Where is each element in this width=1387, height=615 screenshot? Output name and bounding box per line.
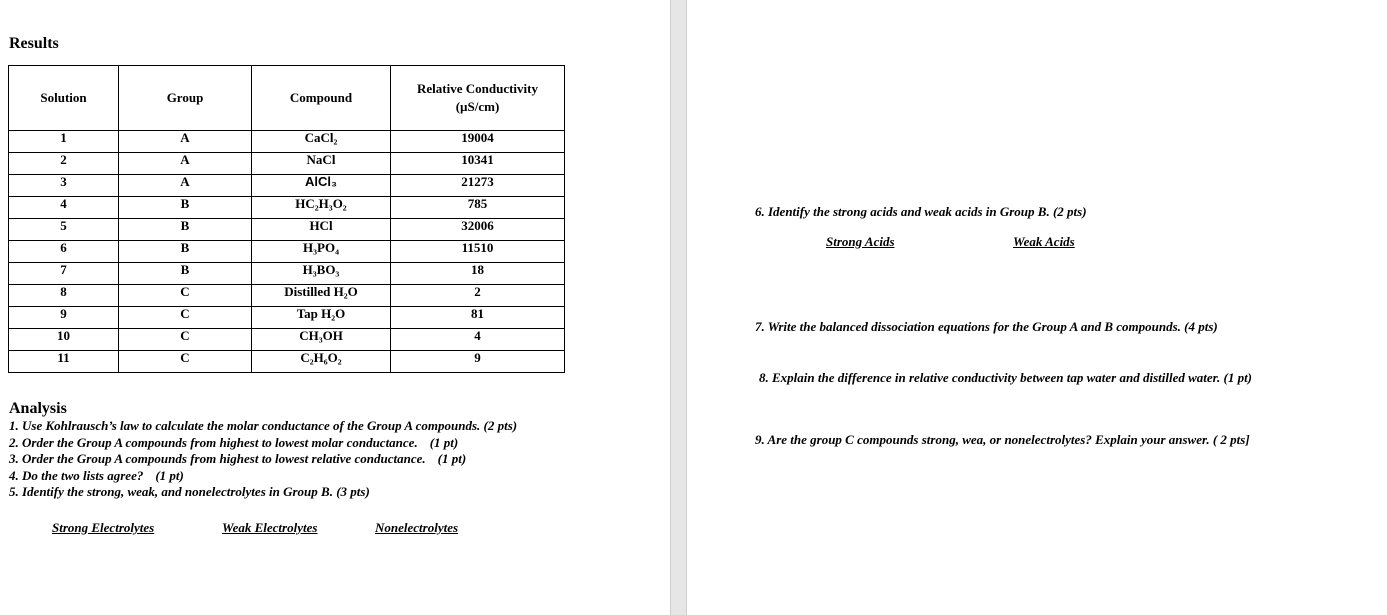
cell-compound: Distilled H₂O xyxy=(252,285,391,307)
cell-conductivity: 19004 xyxy=(391,131,565,153)
cell-solution: 2 xyxy=(9,153,119,175)
weak-acids-label: Weak Acids xyxy=(1013,234,1075,249)
cell-compound: Tap H₂O xyxy=(252,307,391,329)
strong-acids-label: Strong Acids xyxy=(826,234,895,249)
question-1: 1. Use Kohlrausch’s law to calculate the molar conductance of the Group A compounds. (2 pts) xyxy=(9,418,518,433)
cell-solution: 7 xyxy=(9,263,119,285)
table-row xyxy=(9,175,565,197)
question-3 xyxy=(9,451,517,468)
cell-conductivity: 4 xyxy=(391,329,565,351)
cell-group: C xyxy=(119,351,252,373)
analysis-heading: Analysis xyxy=(9,400,67,417)
cell-compound: AlCl₃ xyxy=(252,175,391,197)
table-row xyxy=(9,307,565,329)
cell-conductivity: 21273 xyxy=(391,175,565,197)
question-4-points: (1 pt) xyxy=(155,467,184,483)
question-9: 9. Are the group C compounds strong, wea, or nonelectrolytes? Explain your answer. ( 2 pts] xyxy=(755,432,1250,447)
table-row xyxy=(9,285,565,307)
question-8: 8. Explain the difference in relative conductivity between tap water and distilled water. (1 pt) xyxy=(759,370,1253,385)
cell-solution: 10 xyxy=(9,329,119,351)
question-4-text: 4. Do the two lists agree? xyxy=(9,467,144,483)
cell-compound: HCl xyxy=(252,219,391,241)
cell-conductivity: 9 xyxy=(391,351,565,373)
table-row xyxy=(9,131,565,153)
cell-group: B xyxy=(119,197,252,219)
cell-conductivity: 81 xyxy=(391,307,565,329)
cell-group: A xyxy=(119,153,252,175)
header-group: Group xyxy=(119,66,252,131)
cell-group: A xyxy=(119,175,252,197)
cell-group: B xyxy=(119,219,252,241)
results-heading: Results xyxy=(9,35,59,52)
cell-solution: 4 xyxy=(9,197,119,219)
cell-compound: NaCl xyxy=(252,153,391,175)
question-7: 7. Write the balanced dissociation equations for the Group A and B compounds. (4 pts) xyxy=(755,319,1218,334)
cell-group: B xyxy=(119,241,252,263)
cell-conductivity: 785 xyxy=(391,197,565,219)
question-5: 5. Identify the strong, weak, and nonelectrolytes in Group B. (3 pts) xyxy=(9,484,370,499)
cell-solution: 11 xyxy=(9,351,119,373)
question-3-points: (1 pt) xyxy=(437,451,467,466)
table-row xyxy=(9,241,565,263)
analysis-section xyxy=(9,400,517,501)
cell-conductivity: 10341 xyxy=(391,153,565,175)
weak-electrolytes-label: Weak Electrolytes xyxy=(222,520,318,535)
header-compound: Compound xyxy=(252,66,391,131)
cell-group: A xyxy=(119,131,252,153)
cell-solution: 3 xyxy=(9,175,119,197)
cell-group: C xyxy=(119,307,252,329)
cell-solution: 8 xyxy=(9,285,119,307)
table-row xyxy=(9,153,565,175)
table-header-row xyxy=(9,66,565,131)
cell-solution: 9 xyxy=(9,307,119,329)
cell-compound: C₂H₆O₂ xyxy=(252,351,391,373)
cell-solution: 5 xyxy=(9,219,119,241)
question-6: 6. Identify the strong acids and weak acids in Group B. (2 pts) xyxy=(755,204,1087,219)
cell-conductivity: 18 xyxy=(391,263,565,285)
table-row xyxy=(9,263,565,285)
cell-compound: H₃PO₄ xyxy=(252,241,391,263)
question-2-text: 2. Order the Group A compounds from highest to lowest molar conductance. xyxy=(9,434,418,450)
nonelectrolytes-label: Nonelectrolytes xyxy=(375,520,459,535)
header-conductivity xyxy=(391,66,565,131)
header-conductivity-line1: Relative Conductivity xyxy=(417,81,538,96)
question-2-points: (1 pt) xyxy=(429,434,459,450)
question-4 xyxy=(9,468,517,485)
cell-compound: CaCl₂ xyxy=(252,131,391,153)
right-page xyxy=(687,0,1387,615)
cell-solution: 6 xyxy=(9,241,119,263)
table-row xyxy=(9,197,565,219)
cell-compound: H₃BO₃ xyxy=(252,263,391,285)
header-solution: Solution xyxy=(9,66,119,131)
cell-group: B xyxy=(119,263,252,285)
left-page xyxy=(0,0,670,615)
question-3-text: 3. Order the Group A compounds from highest to lowest relative conductance. xyxy=(9,451,426,466)
page-gutter xyxy=(670,0,687,615)
cell-group: C xyxy=(119,285,252,307)
cell-compound: HC₂H₃O₂ xyxy=(252,197,391,219)
cell-conductivity: 11510 xyxy=(391,241,565,263)
question-2 xyxy=(9,435,517,452)
strong-electrolytes-label: Strong Electrolytes xyxy=(52,520,155,535)
table-row xyxy=(9,351,565,373)
cell-compound: CH₃OH xyxy=(252,329,391,351)
cell-group: C xyxy=(119,329,252,351)
table-row xyxy=(9,219,565,241)
cell-solution: 1 xyxy=(9,131,119,153)
table-row xyxy=(9,329,565,351)
header-conductivity-line2: (µS/cm) xyxy=(455,99,500,114)
cell-conductivity: 32006 xyxy=(391,219,565,241)
results-table xyxy=(8,65,565,373)
cell-conductivity: 2 xyxy=(391,285,565,307)
